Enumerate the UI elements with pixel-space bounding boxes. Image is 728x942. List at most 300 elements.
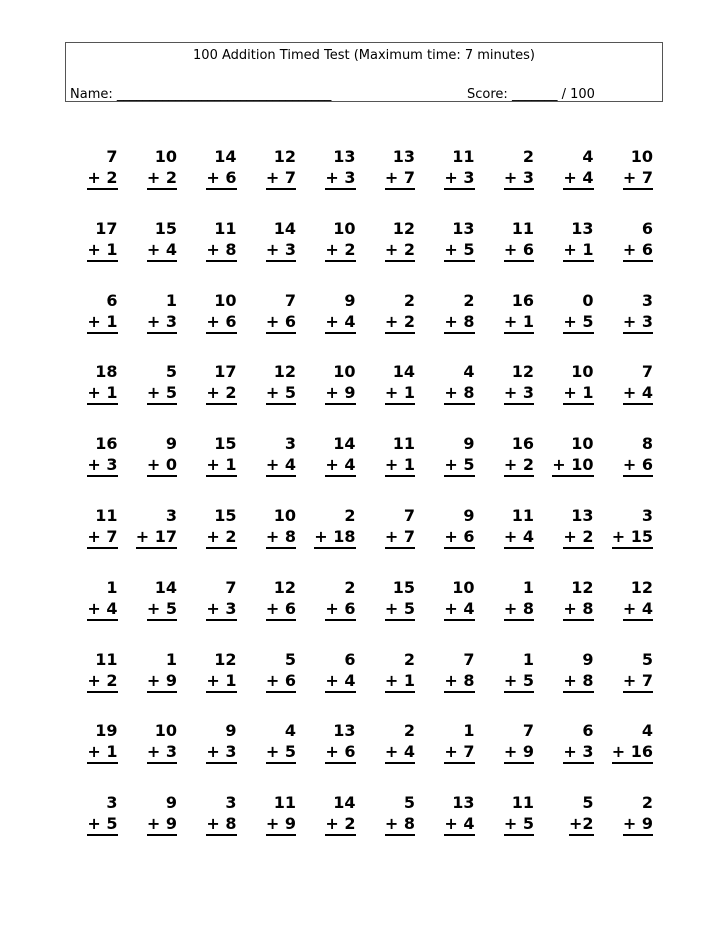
top-addend: 14 bbox=[273, 218, 296, 238]
top-addend: 1 bbox=[106, 577, 118, 597]
bottom-addend: + 15 bbox=[612, 527, 653, 549]
bottom-addend: + 3 bbox=[563, 742, 593, 764]
bottom-addend: + 1 bbox=[385, 383, 415, 405]
bottom-addend: + 9 bbox=[325, 383, 355, 405]
addition-problem bbox=[489, 720, 549, 792]
bottom-addend: + 2 bbox=[563, 527, 593, 549]
addition-problem bbox=[191, 792, 251, 864]
top-addend: 10 bbox=[273, 505, 296, 525]
top-addend: 10 bbox=[333, 362, 356, 382]
addition-problem bbox=[608, 290, 668, 362]
problem-grid bbox=[72, 146, 667, 864]
top-addend: 13 bbox=[452, 218, 475, 238]
bottom-addend: + 7 bbox=[266, 168, 296, 190]
name-blank: _________________________________ bbox=[116, 87, 332, 102]
score-blank: _______ bbox=[511, 87, 558, 102]
bottom-addend: + 6 bbox=[206, 312, 236, 334]
addition-problem bbox=[548, 290, 608, 362]
bottom-addend: + 3 bbox=[206, 599, 236, 621]
bottom-addend: + 3 bbox=[266, 240, 296, 262]
addition-problem bbox=[548, 577, 608, 649]
top-addend: 3 bbox=[165, 505, 177, 525]
bottom-addend: + 8 bbox=[385, 814, 415, 836]
bottom-addend: + 8 bbox=[444, 383, 474, 405]
addition-problem bbox=[72, 361, 132, 433]
addition-problem bbox=[251, 792, 311, 864]
bottom-addend: + 7 bbox=[385, 527, 415, 549]
bottom-addend: + 6 bbox=[444, 527, 474, 549]
top-addend: 2 bbox=[344, 505, 356, 525]
addition-problem bbox=[429, 649, 489, 721]
top-addend: 2 bbox=[403, 649, 415, 669]
top-addend: 9 bbox=[463, 505, 475, 525]
top-addend: 2 bbox=[344, 577, 356, 597]
bottom-addend: + 3 bbox=[504, 168, 534, 190]
top-addend: 14 bbox=[392, 362, 415, 382]
addition-problem bbox=[548, 792, 608, 864]
bottom-addend: + 3 bbox=[147, 742, 177, 764]
addition-problem bbox=[251, 218, 311, 290]
bottom-addend: + 1 bbox=[385, 671, 415, 693]
bottom-addend: + 5 bbox=[147, 599, 177, 621]
addition-problem bbox=[72, 290, 132, 362]
top-addend: 9 bbox=[225, 721, 237, 741]
bottom-addend: + 4 bbox=[385, 742, 415, 764]
bottom-addend: + 5 bbox=[444, 240, 474, 262]
top-addend: 2 bbox=[641, 793, 653, 813]
addition-problem bbox=[429, 792, 489, 864]
addition-problem bbox=[489, 218, 549, 290]
bottom-addend: + 4 bbox=[504, 527, 534, 549]
addition-problem bbox=[251, 720, 311, 792]
top-addend: 3 bbox=[225, 793, 237, 813]
bottom-addend: + 1 bbox=[563, 240, 593, 262]
addition-problem bbox=[370, 433, 430, 505]
addition-problem bbox=[132, 146, 192, 218]
addition-problem bbox=[72, 146, 132, 218]
top-addend: 5 bbox=[165, 362, 177, 382]
top-addend: 1 bbox=[165, 290, 177, 310]
bottom-addend: + 2 bbox=[147, 168, 177, 190]
addition-problem bbox=[608, 720, 668, 792]
addition-problem bbox=[310, 361, 370, 433]
bottom-addend: + 0 bbox=[147, 455, 177, 477]
addition-problem bbox=[608, 146, 668, 218]
addition-problem bbox=[132, 720, 192, 792]
bottom-addend: + 1 bbox=[87, 240, 117, 262]
bottom-addend: + 2 bbox=[87, 671, 117, 693]
addition-problem bbox=[310, 792, 370, 864]
addition-problem bbox=[310, 146, 370, 218]
bottom-addend: + 3 bbox=[444, 168, 474, 190]
bottom-addend: + 5 bbox=[87, 814, 117, 836]
bottom-addend: + 1 bbox=[563, 383, 593, 405]
bottom-addend: + 4 bbox=[325, 312, 355, 334]
bottom-addend: + 4 bbox=[266, 455, 296, 477]
top-addend: 8 bbox=[641, 434, 653, 454]
addition-problem bbox=[72, 577, 132, 649]
addition-problem bbox=[191, 649, 251, 721]
top-addend: 16 bbox=[511, 434, 534, 454]
top-addend: 12 bbox=[273, 577, 296, 597]
top-addend: 15 bbox=[154, 218, 177, 238]
bottom-addend: + 4 bbox=[444, 814, 474, 836]
top-addend: 2 bbox=[403, 721, 415, 741]
bottom-addend: + 8 bbox=[444, 671, 474, 693]
bottom-addend: + 5 bbox=[385, 599, 415, 621]
top-addend: 13 bbox=[333, 147, 356, 166]
top-addend: 13 bbox=[452, 793, 475, 813]
bottom-addend: + 1 bbox=[87, 742, 117, 764]
top-addend: 9 bbox=[463, 434, 475, 454]
bottom-addend: + 17 bbox=[136, 527, 177, 549]
bottom-addend: + 7 bbox=[385, 168, 415, 190]
bottom-addend: + 9 bbox=[147, 671, 177, 693]
addition-problem bbox=[489, 649, 549, 721]
bottom-addend: + 6 bbox=[504, 240, 534, 262]
addition-problem bbox=[191, 433, 251, 505]
bottom-addend: + 4 bbox=[623, 383, 653, 405]
bottom-addend: + 4 bbox=[147, 240, 177, 262]
bottom-addend: + 2 bbox=[385, 240, 415, 262]
bottom-addend: + 3 bbox=[87, 455, 117, 477]
bottom-addend: + 1 bbox=[206, 455, 236, 477]
bottom-addend: + 8 bbox=[563, 671, 593, 693]
top-addend: 17 bbox=[214, 362, 237, 382]
bottom-addend: + 8 bbox=[206, 240, 236, 262]
bottom-addend: + 3 bbox=[325, 168, 355, 190]
bottom-addend: + 8 bbox=[504, 599, 534, 621]
bottom-addend: + 7 bbox=[623, 168, 653, 190]
addition-problem bbox=[132, 649, 192, 721]
addition-problem bbox=[429, 577, 489, 649]
bottom-addend: + 18 bbox=[314, 527, 355, 549]
top-addend: 10 bbox=[571, 362, 594, 382]
top-addend: 11 bbox=[511, 218, 534, 238]
bottom-addend: + 7 bbox=[444, 742, 474, 764]
addition-problem bbox=[548, 433, 608, 505]
addition-problem bbox=[608, 361, 668, 433]
bottom-addend: + 9 bbox=[266, 814, 296, 836]
bottom-addend: + 6 bbox=[623, 455, 653, 477]
top-addend: 10 bbox=[333, 218, 356, 238]
bottom-addend: + 2 bbox=[325, 240, 355, 262]
top-addend: 4 bbox=[582, 147, 594, 166]
top-addend: 3 bbox=[106, 793, 118, 813]
top-addend: 1 bbox=[522, 649, 534, 669]
top-addend: 3 bbox=[284, 434, 296, 454]
addition-problem bbox=[132, 361, 192, 433]
top-addend: 5 bbox=[284, 649, 296, 669]
top-addend: 14 bbox=[214, 147, 237, 166]
bottom-addend: + 4 bbox=[623, 599, 653, 621]
top-addend: 12 bbox=[392, 218, 415, 238]
bottom-addend: + 4 bbox=[444, 599, 474, 621]
bottom-addend: + 4 bbox=[87, 599, 117, 621]
addition-problem bbox=[548, 146, 608, 218]
addition-problem bbox=[489, 146, 549, 218]
top-addend: 15 bbox=[214, 505, 237, 525]
score-total: / 100 bbox=[561, 87, 595, 102]
bottom-addend: + 8 bbox=[206, 814, 236, 836]
bottom-addend: + 1 bbox=[206, 671, 236, 693]
addition-problem bbox=[310, 218, 370, 290]
top-addend: 16 bbox=[511, 290, 534, 310]
top-addend: 16 bbox=[95, 434, 118, 454]
top-addend: 13 bbox=[333, 721, 356, 741]
name-field bbox=[70, 87, 331, 102]
top-addend: 11 bbox=[273, 793, 296, 813]
top-addend: 12 bbox=[630, 577, 653, 597]
top-addend: 11 bbox=[511, 505, 534, 525]
bottom-addend: + 1 bbox=[385, 455, 415, 477]
bottom-addend: + 9 bbox=[623, 814, 653, 836]
top-addend: 17 bbox=[95, 218, 118, 238]
addition-problem bbox=[191, 720, 251, 792]
top-addend: 12 bbox=[511, 362, 534, 382]
bottom-addend: + 6 bbox=[325, 742, 355, 764]
top-addend: 4 bbox=[463, 362, 475, 382]
addition-problem bbox=[489, 433, 549, 505]
top-addend: 15 bbox=[214, 434, 237, 454]
bottom-addend: + 9 bbox=[504, 742, 534, 764]
addition-problem bbox=[489, 290, 549, 362]
bottom-addend: + 4 bbox=[563, 168, 593, 190]
addition-problem bbox=[310, 290, 370, 362]
bottom-addend: + 5 bbox=[266, 383, 296, 405]
addition-problem bbox=[429, 146, 489, 218]
bottom-addend: + 6 bbox=[623, 240, 653, 262]
addition-problem bbox=[251, 361, 311, 433]
top-addend: 1 bbox=[165, 649, 177, 669]
bottom-addend: + 5 bbox=[266, 742, 296, 764]
addition-problem bbox=[191, 218, 251, 290]
addition-problem bbox=[251, 649, 311, 721]
top-addend: 13 bbox=[392, 147, 415, 166]
addition-problem bbox=[310, 649, 370, 721]
top-addend: 11 bbox=[95, 649, 118, 669]
addition-problem bbox=[132, 290, 192, 362]
top-addend: 14 bbox=[333, 793, 356, 813]
top-addend: 10 bbox=[154, 147, 177, 166]
addition-problem bbox=[489, 361, 549, 433]
bottom-addend: + 2 bbox=[504, 455, 534, 477]
bottom-addend: + 2 bbox=[87, 168, 117, 190]
addition-problem bbox=[310, 505, 370, 577]
addition-problem bbox=[310, 433, 370, 505]
addition-problem bbox=[548, 649, 608, 721]
bottom-addend: + 3 bbox=[504, 383, 534, 405]
bottom-addend: + 1 bbox=[504, 312, 534, 334]
top-addend: 4 bbox=[641, 721, 653, 741]
bottom-addend: + 7 bbox=[87, 527, 117, 549]
top-addend: 6 bbox=[106, 290, 118, 310]
addition-problem bbox=[489, 792, 549, 864]
bottom-addend: + 4 bbox=[325, 671, 355, 693]
bottom-addend: + 4 bbox=[325, 455, 355, 477]
bottom-addend: + 5 bbox=[147, 383, 177, 405]
bottom-addend: + 8 bbox=[563, 599, 593, 621]
addition-problem bbox=[72, 720, 132, 792]
addition-problem bbox=[370, 361, 430, 433]
addition-problem bbox=[429, 505, 489, 577]
top-addend: 5 bbox=[641, 649, 653, 669]
bottom-addend: + 8 bbox=[444, 312, 474, 334]
top-addend: 7 bbox=[106, 147, 118, 166]
bottom-addend: + 5 bbox=[504, 814, 534, 836]
top-addend: 14 bbox=[333, 434, 356, 454]
top-addend: 19 bbox=[95, 721, 118, 741]
addition-problem bbox=[72, 792, 132, 864]
addition-problem bbox=[72, 218, 132, 290]
addition-problem bbox=[191, 505, 251, 577]
addition-problem bbox=[429, 218, 489, 290]
top-addend: 12 bbox=[571, 577, 594, 597]
top-addend: 11 bbox=[95, 505, 118, 525]
addition-problem bbox=[251, 433, 311, 505]
bottom-addend: + 3 bbox=[206, 742, 236, 764]
addition-problem bbox=[132, 505, 192, 577]
top-addend: 1 bbox=[463, 721, 475, 741]
test-title: 100 Addition Timed Test (Maximum time: 7 minutes) bbox=[193, 48, 535, 63]
bottom-addend: + 3 bbox=[147, 312, 177, 334]
bottom-addend: + 2 bbox=[206, 527, 236, 549]
bottom-addend: + 1 bbox=[87, 312, 117, 334]
addition-problem bbox=[489, 505, 549, 577]
addition-problem bbox=[548, 505, 608, 577]
top-addend: 6 bbox=[344, 649, 356, 669]
bottom-addend: + 6 bbox=[206, 168, 236, 190]
addition-problem bbox=[132, 792, 192, 864]
addition-problem bbox=[608, 792, 668, 864]
addition-problem bbox=[370, 792, 430, 864]
top-addend: 7 bbox=[463, 649, 475, 669]
bottom-addend: + 10 bbox=[552, 455, 593, 477]
addition-problem bbox=[608, 218, 668, 290]
top-addend: 2 bbox=[403, 290, 415, 310]
addition-problem bbox=[132, 433, 192, 505]
top-addend: 15 bbox=[392, 577, 415, 597]
addition-problem bbox=[251, 577, 311, 649]
addition-problem bbox=[370, 720, 430, 792]
addition-problem bbox=[191, 577, 251, 649]
top-addend: 11 bbox=[511, 793, 534, 813]
addition-problem bbox=[191, 146, 251, 218]
bottom-addend: + 6 bbox=[266, 599, 296, 621]
top-addend: 3 bbox=[641, 290, 653, 310]
addition-problem bbox=[72, 649, 132, 721]
top-addend: 5 bbox=[403, 793, 415, 813]
addition-problem bbox=[429, 433, 489, 505]
top-addend: 3 bbox=[641, 505, 653, 525]
top-addend: 7 bbox=[641, 362, 653, 382]
bottom-addend: +2 bbox=[569, 814, 594, 836]
addition-problem bbox=[370, 290, 430, 362]
addition-problem bbox=[370, 649, 430, 721]
top-addend: 7 bbox=[403, 505, 415, 525]
top-addend: 10 bbox=[214, 290, 237, 310]
bottom-addend: + 6 bbox=[266, 312, 296, 334]
addition-problem bbox=[429, 290, 489, 362]
top-addend: 10 bbox=[630, 147, 653, 166]
addition-problem bbox=[72, 433, 132, 505]
addition-problem bbox=[370, 577, 430, 649]
addition-problem bbox=[608, 433, 668, 505]
addition-problem bbox=[608, 649, 668, 721]
addition-problem bbox=[310, 577, 370, 649]
test-header-box bbox=[65, 42, 663, 102]
addition-problem bbox=[191, 361, 251, 433]
addition-problem bbox=[132, 218, 192, 290]
top-addend: 7 bbox=[284, 290, 296, 310]
addition-problem bbox=[548, 218, 608, 290]
name-label: Name: bbox=[70, 87, 113, 102]
top-addend: 9 bbox=[582, 649, 594, 669]
score-field bbox=[467, 87, 595, 102]
addition-problem bbox=[370, 505, 430, 577]
bottom-addend: + 1 bbox=[87, 383, 117, 405]
top-addend: 2 bbox=[463, 290, 475, 310]
top-addend: 5 bbox=[582, 793, 594, 813]
top-addend: 18 bbox=[95, 362, 118, 382]
top-addend: 14 bbox=[154, 577, 177, 597]
addition-problem bbox=[370, 218, 430, 290]
top-addend: 0 bbox=[582, 290, 594, 310]
addition-problem bbox=[251, 146, 311, 218]
bottom-addend: + 6 bbox=[325, 599, 355, 621]
top-addend: 13 bbox=[571, 505, 594, 525]
top-addend: 13 bbox=[571, 218, 594, 238]
bottom-addend: + 6 bbox=[266, 671, 296, 693]
addition-problem bbox=[310, 720, 370, 792]
bottom-addend: + 2 bbox=[325, 814, 355, 836]
addition-problem bbox=[429, 361, 489, 433]
top-addend: 11 bbox=[452, 147, 475, 166]
top-addend: 10 bbox=[452, 577, 475, 597]
bottom-addend: + 3 bbox=[623, 312, 653, 334]
bottom-addend: + 7 bbox=[623, 671, 653, 693]
top-addend: 9 bbox=[344, 290, 356, 310]
top-addend: 2 bbox=[522, 147, 534, 166]
bottom-addend: + 2 bbox=[385, 312, 415, 334]
top-addend: 11 bbox=[214, 218, 237, 238]
bottom-addend: + 9 bbox=[147, 814, 177, 836]
top-addend: 12 bbox=[273, 147, 296, 166]
addition-problem bbox=[191, 290, 251, 362]
top-addend: 7 bbox=[522, 721, 534, 741]
top-addend: 6 bbox=[582, 721, 594, 741]
top-addend: 1 bbox=[522, 577, 534, 597]
addition-problem bbox=[251, 505, 311, 577]
top-addend: 12 bbox=[214, 649, 237, 669]
addition-problem bbox=[548, 720, 608, 792]
addition-problem bbox=[608, 577, 668, 649]
top-addend: 10 bbox=[154, 721, 177, 741]
top-addend: 11 bbox=[392, 434, 415, 454]
bottom-addend: + 5 bbox=[444, 455, 474, 477]
addition-problem bbox=[72, 505, 132, 577]
addition-problem bbox=[548, 361, 608, 433]
bottom-addend: + 2 bbox=[206, 383, 236, 405]
addition-problem bbox=[608, 505, 668, 577]
bottom-addend: + 5 bbox=[504, 671, 534, 693]
addition-problem bbox=[251, 290, 311, 362]
bottom-addend: + 5 bbox=[563, 312, 593, 334]
addition-problem bbox=[132, 577, 192, 649]
score-label: Score: bbox=[467, 87, 508, 102]
top-addend: 10 bbox=[571, 434, 594, 454]
top-addend: 9 bbox=[165, 434, 177, 454]
